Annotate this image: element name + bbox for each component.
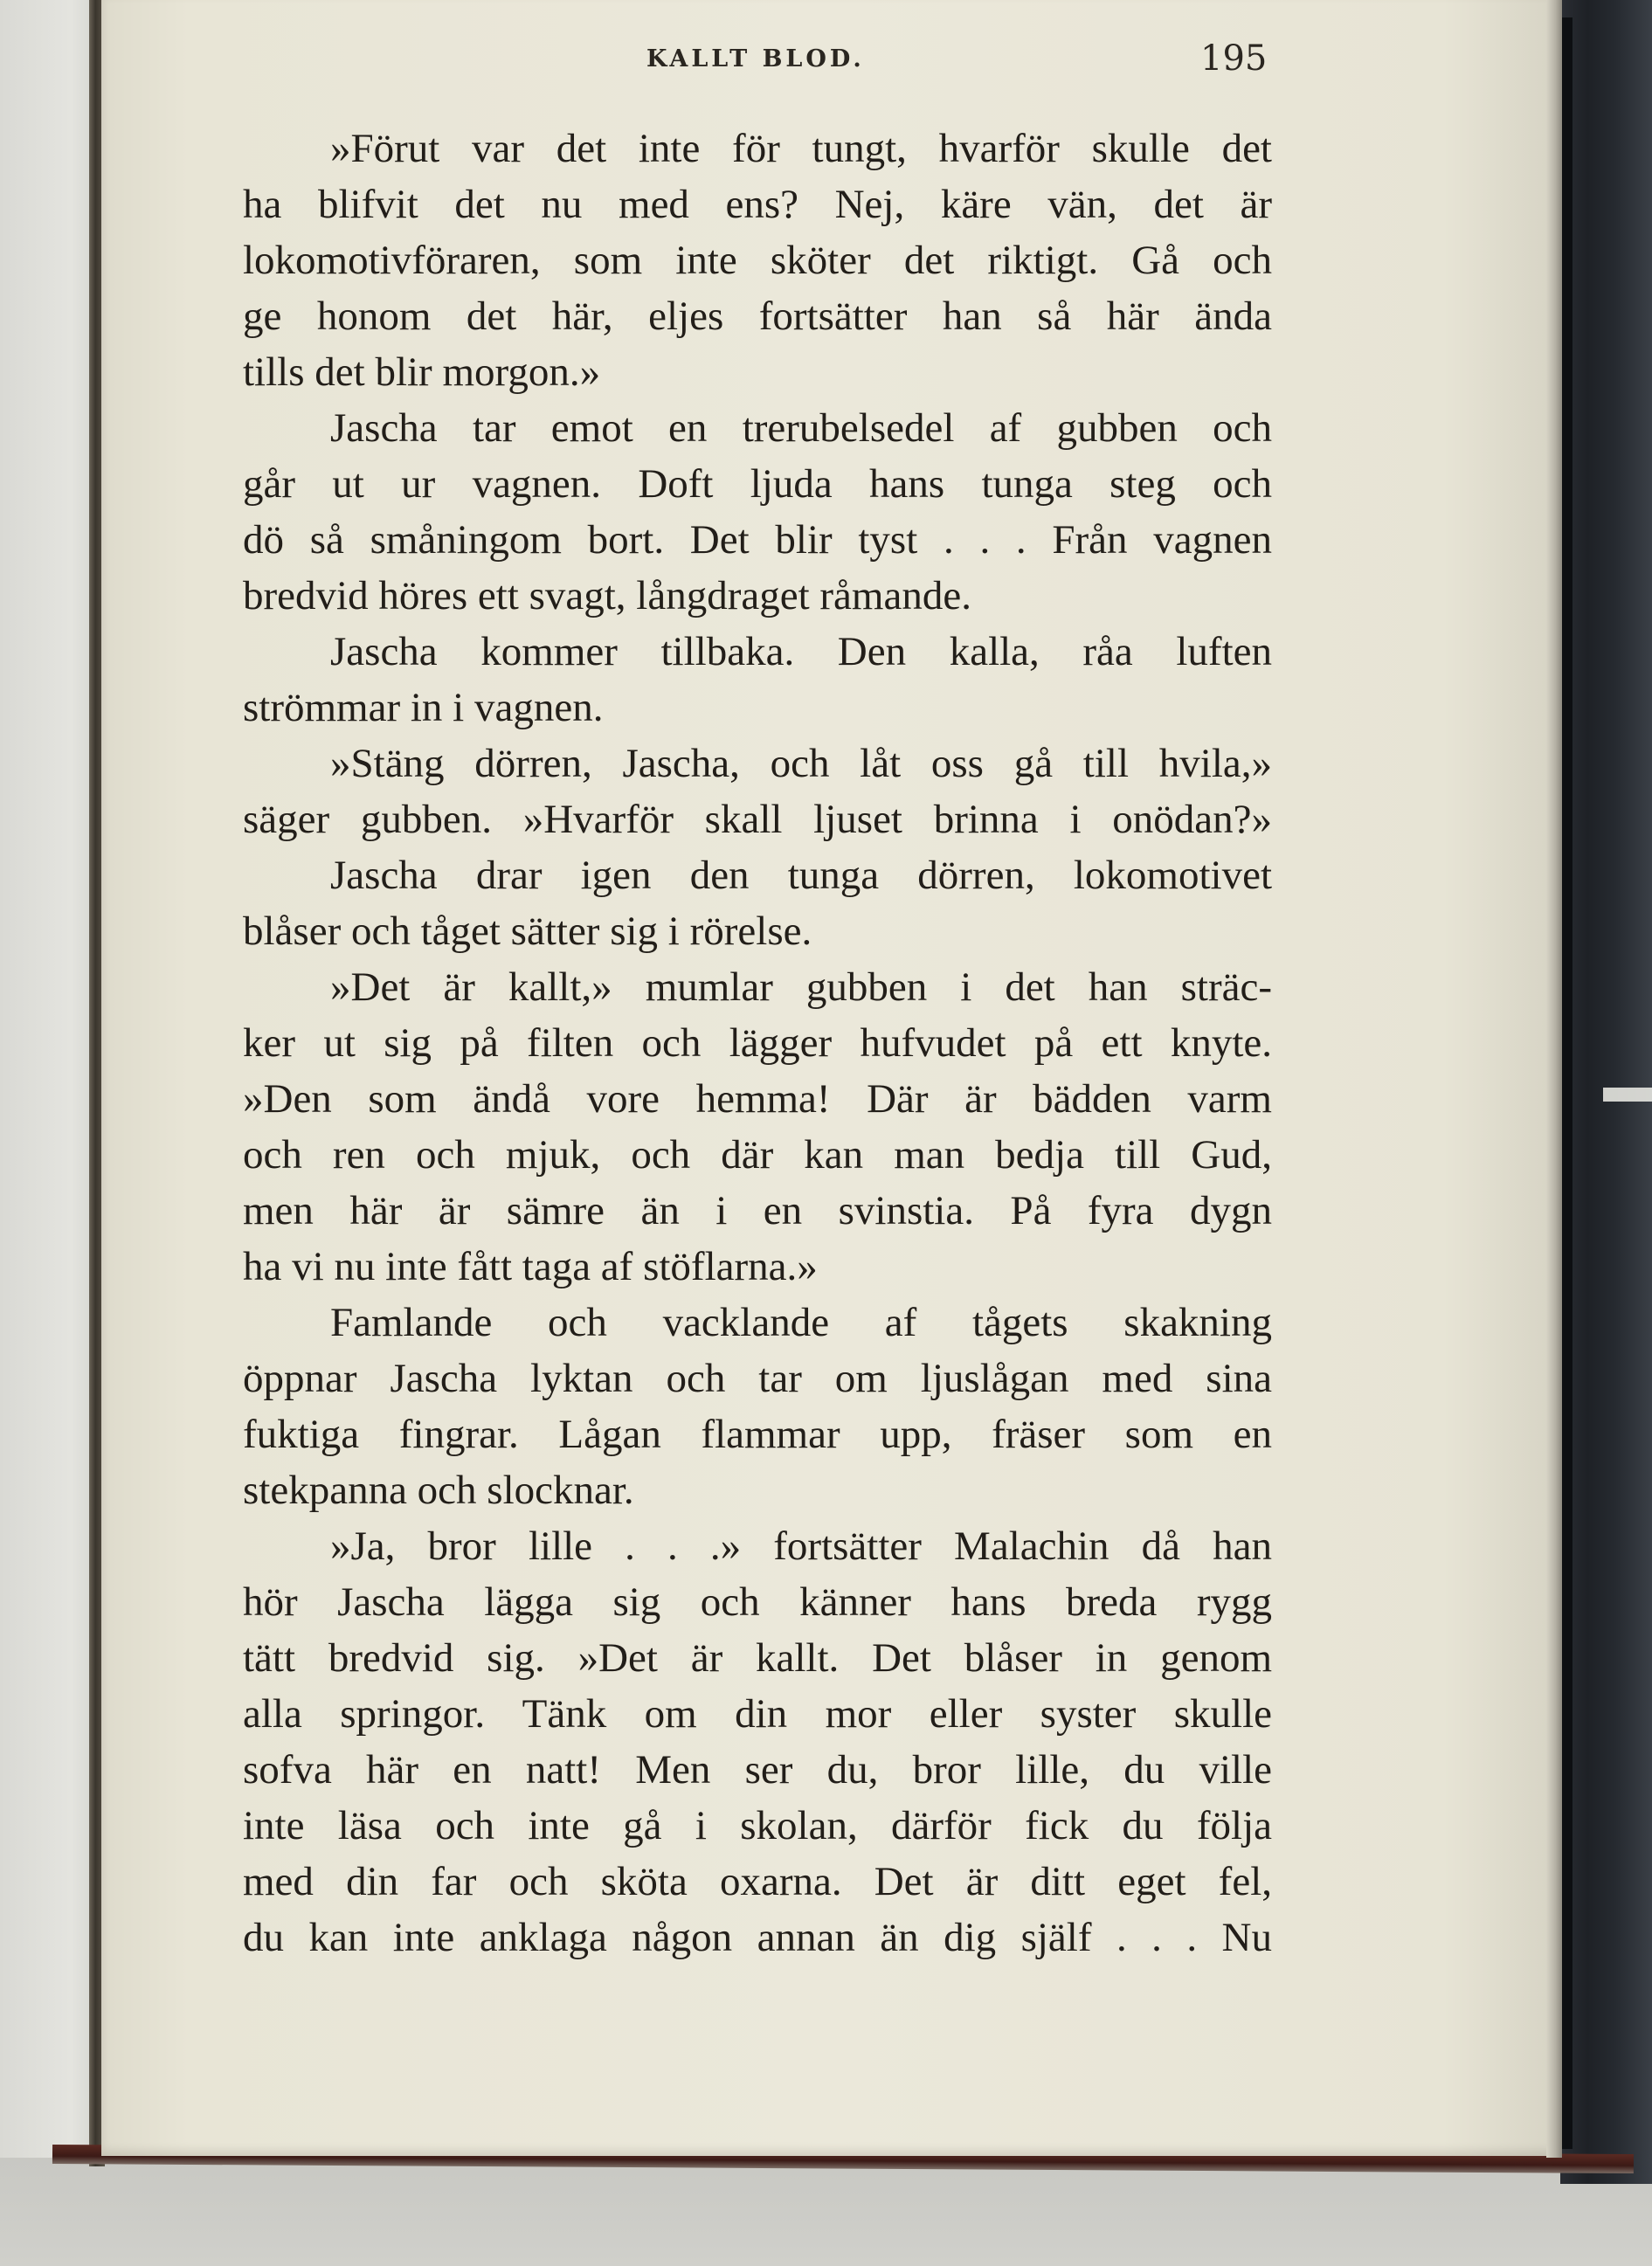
text-line: med din far och sköta oxarna. Det är ditt eget fel, [243,1859,1272,1904]
text-line: Jascha tar emot en trerubelsedel af gubben och [330,405,1272,451]
text-line: hör Jascha lägga sig och känner hans breda rygg [243,1579,1272,1625]
text-line: ker ut sig på filten och lägger hufvudet på ett knyte. [243,1020,1272,1066]
text-line: och ren och mjuk, och där kan man bedja till Gud, [243,1132,1272,1178]
text-line: stekpanna och slocknar. [243,1468,634,1513]
text-line: ha blifvit det nu med ens? Nej, käre vän, det är [243,182,1272,227]
text-line: säger gubben. »Hvarför skall ljuset brinna i onödan?» [243,797,1272,842]
text-line: ha vi nu inte fått taga af stöflarna.» [243,1244,818,1289]
page-body-text [243,121,1272,1965]
text-line: Jascha kommer tillbaka. Den kalla, råa luften [330,629,1272,674]
text-line: öppnar Jascha lyktan och tar om ljuslågan med sina [243,1356,1272,1401]
text-line: du kan inte anklaga någon annan än dig själf . . . Nu [243,1915,1272,1960]
running-title: KALLT BLOD. [646,45,865,73]
cover-label-strip [1603,1088,1652,1102]
text-line: »Stäng dörren, Jascha, och låt oss gå till hvila,» [330,741,1272,786]
page-number: 195 [1200,38,1268,79]
text-line: Famlande och vacklande af tågets skakning [330,1300,1272,1345]
text-line: går ut ur vagnen. Doft ljuda hans tunga steg och [243,461,1272,507]
left-page-edge [0,0,101,2158]
text-line: bredvid höres ett svagt, långdraget råmande. [243,573,971,618]
text-line: »Ja, bror lille . . .» fortsätter Malachin då han [330,1523,1272,1569]
text-line: »Det är kallt,» mumlar gubben i det han sträc- [330,964,1272,1010]
cover-shadow [1562,17,1573,2149]
text-line: inte läsa och inte gå i skolan, därför fick du följa [243,1803,1272,1848]
text-line: ge honom det här, eljes fortsätter han så här ända [243,294,1272,339]
text-line: Jascha drar igen den tunga dörren, lokomotivet [330,853,1272,898]
text-line: tätt bredvid sig. »Det är kallt. Det blåser in genom [243,1635,1272,1681]
text-line: alla springor. Tänk om din mor eller syster skulle [243,1691,1272,1737]
text-line: strömmar in i vagnen. [243,685,604,730]
text-line: lokomotivföraren, som inte sköter det riktigt. Gå och [243,238,1272,283]
text-line: sofva här en natt! Men ser du, bror lille, du ville [243,1747,1272,1793]
text-line: tills det blir morgon.» [243,349,601,395]
page-fore-edge [1546,0,1562,2158]
text-line: men här är sämre än i en svinstia. På fyra dygn [243,1188,1272,1233]
text-line: »Den som ändå vore hemma! Där är bädden varm [243,1076,1272,1122]
text-line: fuktiga fingrar. Lågan flammar upp, fräser som en [243,1412,1272,1457]
text-line: dö så småningom bort. Det blir tyst . . . Från vagnen [243,517,1272,563]
text-line: »Förut var det inte för tungt, hvarför skulle det [330,126,1272,171]
text-line: blåser och tåget sätter sig i rörelse. [243,908,812,954]
